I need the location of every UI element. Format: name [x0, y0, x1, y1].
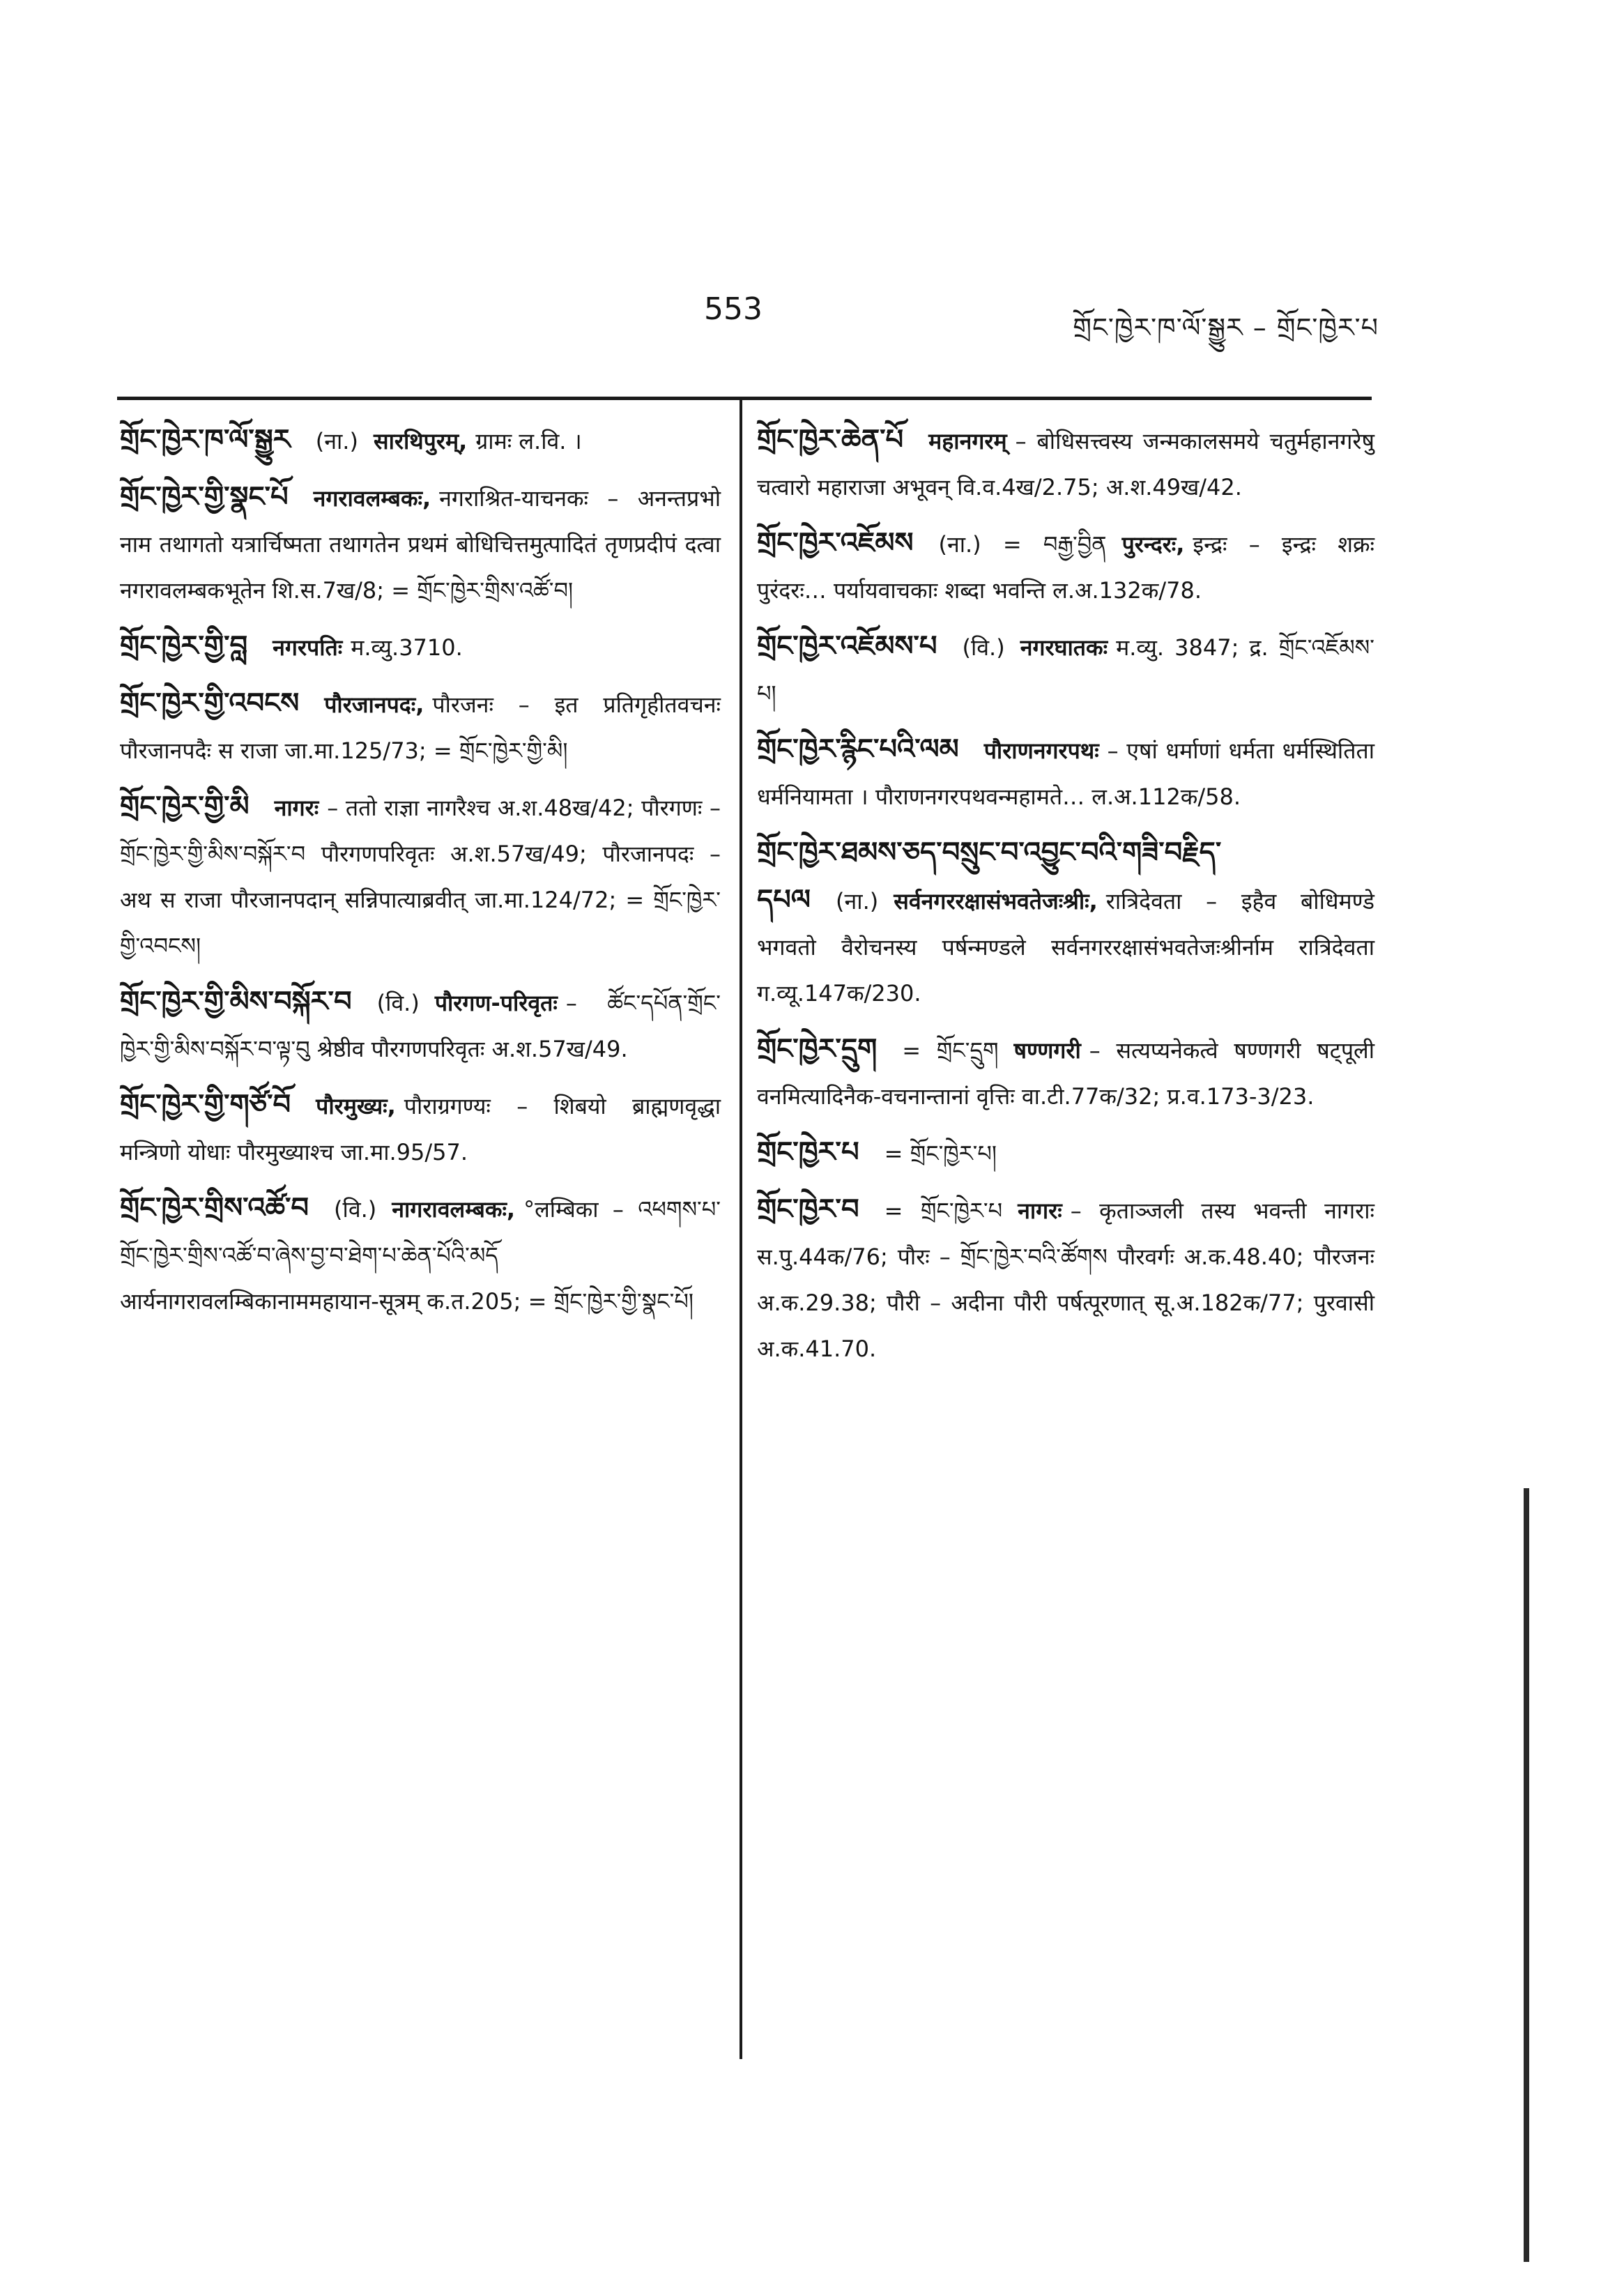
header-rule	[117, 397, 1372, 400]
entry-definition: – कृताञ्जली तस्य भवन्ती नागराः स.पु.44क/76; पौरः – གྲོང་ཁྱེར་བའི་ཚོགས पौरवर्गः अ.क.48.40; पौरजनः अ.क.29.38; पौरी – अदीना पौरी पर्षत्पूरणात् सू.अ.182क/77; पुरवासी अ.क.41.70.	[757, 1198, 1374, 1362]
entry-sanskrit-term: नगरघातकः	[1020, 634, 1108, 661]
entry-headword: གྲོང་ཁྱེར་ཐམས་ཅད་བསྲུང་བ་འབྱུང་བའི་གཟི་བརྗིད་དཔལ	[757, 836, 1222, 916]
entry-headword: གྲོང་ཁྱེར་གྲིས་འཚོ་བ	[120, 1192, 309, 1224]
entry-headword: གྲོང་ཁྱེར་རྙིང་པའི་ལམ	[757, 733, 959, 765]
dictionary-entry	[120, 979, 721, 1072]
entry-definition: – बोधिसत्त्वस्य जन्मकालसमये चतुर्महानगरेषु चत्वारो महाराजा अभूवन् वि.व.4ख/2.75; अ.श.49ख/42.	[757, 428, 1374, 500]
running-head	[1073, 298, 1379, 373]
entry-headword: གྲོང་ཁྱེར་འཇོམས	[757, 527, 914, 559]
entry-definition: – ततो राज्ञा नागरैश्च अ.श.48ख/42; पौरगणः – གྲོང་ཁྱེར་གྱི་མིས་བསྐོར་བ पौरगणपरिवृतः अ.श.57ख/49; पौरजानपदः – अथ स राजा पौरजानपदान् सन्निपात्याब्रवीत् जा.मा.124/72; = གྲོང་ཁྱེར་གྱི་འབངས།	[120, 795, 721, 959]
dictionary-entry	[757, 1026, 1374, 1119]
dictionary-entry	[120, 1185, 721, 1324]
entry-definition: म.व्यु.3710.	[351, 634, 463, 661]
dictionary-entry	[120, 474, 721, 613]
entry-headword: གྲོང་ཁྱེར་དྲུག	[757, 1033, 878, 1065]
entry-definition: – सत्यप्यनेकत्वे षण्णगरी षट्पूली वनमित्यादिनैक-वचनान्तानां वृत्तिः वा.टी.77क/32; प्र.व.173-3/23.	[757, 1037, 1374, 1110]
entry-grammar-label: = གྲོང་དྲུག	[902, 1037, 999, 1064]
entry-sanskrit-term: पुरन्दरः,	[1121, 531, 1185, 558]
dictionary-entry	[757, 623, 1374, 717]
dictionary-entry	[120, 417, 721, 464]
dictionary-entry	[120, 623, 721, 671]
entry-headword: གྲོང་ཁྱེར་ཆེན་པོ	[757, 424, 904, 456]
dictionary-entry	[120, 680, 721, 774]
entry-sanskrit-term: नागरावलम्बकः,	[392, 1196, 516, 1223]
entry-definition: °लम्बिका – འཕགས་པ་གྲོང་ཁྱེར་གྲིས་འཚོ་བ་ཞེས་བྱ་བ་ཐེག་པ་ཆེན་པོའི་མདོ आर्यनागरावलम्बिकानाममहायान-सूत्रम् क.त.205; = གྲོང་ཁྱེར་གྱི་སྣང་པོ།	[120, 1196, 721, 1315]
dictionary-entry	[757, 417, 1374, 510]
entry-definition: पौरजनः – इत प्रतिगृहीतवचनः पौरजानपदैः स राजा जा.मा.125/73; = གྲོང་ཁྱེར་གྱི་མི།	[120, 691, 721, 764]
entry-grammar-label: (वि.)	[376, 990, 420, 1016]
entry-grammar-label: (ना.)	[836, 888, 879, 915]
entry-sanskrit-term: पौरमुख्यः,	[316, 1093, 396, 1119]
entry-definition: पौराग्रगण्यः – शिबयो ब्राह्मणवृद्धा मन्त्रिणो योधाः पौरमुख्याश्च जा.मा.95/57.	[120, 1093, 721, 1165]
page-number: 553	[704, 291, 763, 327]
left-column	[120, 417, 721, 1334]
running-head-separator: –	[1253, 312, 1267, 343]
entry-definition: नगराश्रित-याचनकः – अनन्तप्रभो नाम तथागतो यत्रार्चिष्मता तथागतेन प्रथमं बोधिचित्तमुत्पादितं तृणप्रदीपं दत्वा नगरावलम्बकभूतेन शि.स.7ख/8; = གྲོང་ཁྱེར་གྲིས་འཚོ་བ།	[120, 485, 721, 604]
entry-grammar-label: = གྲོང་ཁྱེར་པ	[884, 1198, 1003, 1224]
dictionary-entry	[757, 520, 1374, 613]
entry-headword: གྲོང་ཁྱེར་འཇོམས་པ	[757, 630, 937, 662]
running-head-last-word: གྲོང་ཁྱེར་པ	[1276, 312, 1379, 343]
entry-grammar-label: (ना.) = བརྒྱ་བྱིན	[938, 531, 1107, 558]
right-column	[757, 417, 1374, 1382]
entry-headword: གྲོང་ཁྱེར་གྱི་མིས་བསྐོར་བ	[120, 986, 352, 1018]
dictionary-entry	[757, 1129, 1374, 1177]
entry-sanskrit-term: महानगरम्	[928, 428, 1007, 454]
entry-definition: ग्रामः ल.वि. ।	[475, 428, 582, 454]
entry-sanskrit-term: सारथिपुरम्,	[373, 428, 468, 454]
entry-sanskrit-term: षण्णगरी	[1013, 1037, 1081, 1064]
entry-sanskrit-term: पौरजानपदः,	[324, 691, 424, 718]
entry-sanskrit-term: नगरपतिः	[273, 634, 343, 661]
entry-sanskrit-term: नागरः	[274, 795, 319, 821]
entry-headword: གྲོང་ཁྱེར་པ	[757, 1136, 859, 1168]
entry-sanskrit-term: सर्वनगररक्षासंभवतेजःश्रीः,	[894, 888, 1098, 915]
scan-edge-mark	[1524, 1488, 1529, 2262]
dictionary-entry	[120, 783, 721, 969]
entry-sanskrit-term: पौराणनगरपथः	[983, 737, 1099, 764]
entry-headword: གྲོང་ཁྱེར་གྱི་འབངས	[120, 687, 300, 719]
entry-headword: གྲོང་ཁྱེར་གྱི་གཙོ་བོ	[120, 1089, 291, 1121]
entry-headword: གྲོང་ཁྱེར་གྱི་སྣང་པོ	[120, 481, 289, 513]
dictionary-entry	[757, 829, 1374, 1016]
entry-definition: – ཚོང་དཔོན་གྲོང་ཁྱེར་གྱི་མིས་བསྐོར་བ་ལྟ་བུ श्रेष्ठीव पौरगणपरिवृतः अ.श.57ख/49.	[120, 990, 721, 1062]
running-head-first-word: གྲོང་ཁྱེར་ཁ་ལོ་སྒྱུར	[1073, 312, 1243, 343]
entry-grammar-label: (वि.)	[334, 1196, 377, 1223]
column-divider	[740, 400, 742, 2059]
entry-headword: གྲོང་ཁྱེར་བ	[757, 1193, 859, 1225]
entry-headword: གྲོང་ཁྱེར་གྱི་མི	[120, 790, 250, 823]
dictionary-entry	[757, 726, 1374, 820]
entry-grammar-label: (वि.)	[962, 634, 1005, 661]
entry-definition: म.व्यु. 3847; द्र. གྲོང་འཇོམས་པ།	[757, 634, 1374, 707]
entry-definition: रात्रिदेवता – इहैव बोधिमण्डे भगवतो वैरोचनस्य पर्षन्मण्डले सर्वनगररक्षासंभवतेजःश्रीर्नाम रात्रिदेवता ग.व्यू.147क/230.	[757, 888, 1374, 1007]
entry-definition: – एषां धर्माणां धर्मता धर्मस्थितिता धर्मनियामता । पौराणनगरपथवन्महामते… ल.अ.112क/58.	[757, 737, 1374, 810]
entry-grammar-label: (ना.)	[315, 428, 358, 454]
dictionary-entry	[757, 1186, 1374, 1372]
entry-headword: གྲོང་ཁྱེར་གྱི་བླ	[120, 630, 248, 662]
entry-sanskrit-term: नागरः	[1018, 1198, 1062, 1224]
entry-sanskrit-term: पौरगण-परिवृतः	[434, 990, 558, 1016]
entry-grammar-label: = གྲོང་ཁྱེར་པ།	[884, 1140, 997, 1167]
entry-headword: གྲོང་ཁྱེར་ཁ་ལོ་སྒྱུར	[120, 424, 291, 456]
dictionary-entry	[120, 1082, 721, 1175]
entry-definition: इन्द्रः – इन्द्रः शक्रः पुरंदरः… पर्यायवाचकाः शब्दा भवन्ति ल.अ.132क/78.	[757, 531, 1374, 604]
entry-sanskrit-term: नगरावलम्बकः,	[313, 485, 431, 512]
